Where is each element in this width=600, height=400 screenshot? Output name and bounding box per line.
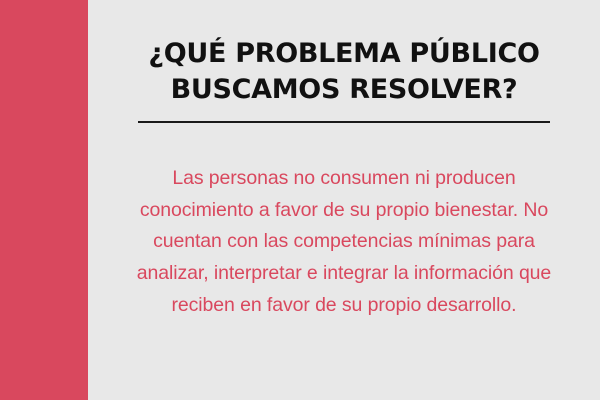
accent-sidebar-bar [0, 0, 88, 400]
title-divider [138, 121, 550, 123]
body-paragraph: Las personas no consumen ni producen conocimiento a favor de su propio bienestar. No cuentan con las competencias mínimas para analizar, interpretar e integrar la información que reciben en favor de su propio desarrollo. [136, 167, 552, 316]
page-title: ¿QUÉ PROBLEMA PÚBLICO BUSCAMOS RESOLVER? [148, 38, 540, 105]
slide-content [88, 0, 600, 400]
